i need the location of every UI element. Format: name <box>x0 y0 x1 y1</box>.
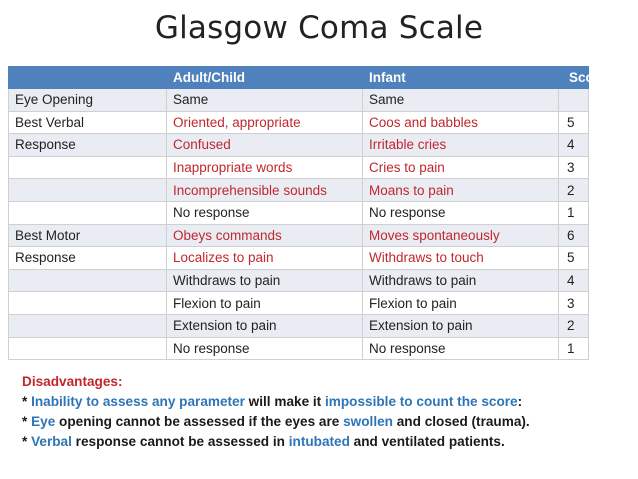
table-row <box>9 247 589 270</box>
table-row <box>9 269 589 292</box>
row-adult-response: Extension to pain <box>167 314 363 337</box>
row-score: 5 <box>559 247 589 270</box>
table-row <box>9 156 589 179</box>
row-adult-response: Oriented, appropriate <box>167 111 363 134</box>
row-adult-response: Incomprehensible sounds <box>167 179 363 202</box>
row-infant-response: No response <box>363 201 559 224</box>
row-category <box>9 201 167 224</box>
note-text: will make it <box>244 394 325 409</box>
table-row <box>9 224 589 247</box>
row-infant-response: Flexion to pain <box>363 292 559 315</box>
header-score: Score <box>559 67 589 89</box>
table-body <box>9 89 589 360</box>
row-adult-response: No response <box>167 337 363 360</box>
row-adult-response: Same <box>167 89 363 112</box>
row-score: 1 <box>559 337 589 360</box>
row-category <box>9 292 167 315</box>
row-category: Response <box>9 134 167 157</box>
table-row <box>9 134 589 157</box>
row-infant-response: Withdraws to touch <box>363 247 559 270</box>
note-highlight: swollen <box>343 414 393 429</box>
row-adult-response: Flexion to pain <box>167 292 363 315</box>
note-highlight: impossible to count the score <box>325 394 518 409</box>
row-adult-response: No response <box>167 201 363 224</box>
row-infant-response: Moans to pain <box>363 179 559 202</box>
row-score: 5 <box>559 111 589 134</box>
row-adult-response: Localizes to pain <box>167 247 363 270</box>
row-category: Response <box>9 247 167 270</box>
table-row <box>9 89 589 112</box>
row-adult-response: Obeys commands <box>167 224 363 247</box>
table-row <box>9 314 589 337</box>
row-infant-response: No response <box>363 337 559 360</box>
table-row <box>9 292 589 315</box>
note-bullet: * <box>22 414 32 429</box>
row-infant-response: Coos and babbles <box>363 111 559 134</box>
row-infant-response: Same <box>363 89 559 112</box>
header-adult-child: Adult/Child <box>167 67 363 89</box>
row-adult-response: Inappropriate words <box>167 156 363 179</box>
header-category <box>9 67 167 89</box>
row-infant-response: Withdraws to pain <box>363 269 559 292</box>
note-text: and closed (trauma). <box>392 414 530 429</box>
row-score <box>559 89 589 112</box>
row-infant-response: Irritable cries <box>363 134 559 157</box>
row-score: 1 <box>559 201 589 224</box>
row-category: Eye Opening <box>9 89 167 112</box>
row-score: 3 <box>559 292 589 315</box>
row-score: 4 <box>559 134 589 157</box>
disadvantages-notes <box>22 372 530 452</box>
row-score: 2 <box>559 314 589 337</box>
note-text: and ventilated patients. <box>349 434 505 449</box>
table-row <box>9 201 589 224</box>
note-line-2 <box>22 412 530 432</box>
row-score: 2 <box>559 179 589 202</box>
row-category <box>9 156 167 179</box>
table-header-row <box>9 67 589 89</box>
note-highlight: Eye <box>31 414 56 429</box>
page-title: Glasgow Coma Scale <box>154 10 484 46</box>
row-infant-response: Cries to pain <box>363 156 559 179</box>
row-category <box>9 179 167 202</box>
notes-heading: Disadvantages: <box>22 374 123 389</box>
row-score: 4 <box>559 269 589 292</box>
note-highlight: Verbal <box>31 434 72 449</box>
glasgow-coma-scale-table <box>8 66 607 360</box>
row-category: Best Motor <box>9 224 167 247</box>
note-highlight: Inability to assess any parameter <box>31 394 245 409</box>
row-category <box>9 269 167 292</box>
note-text: opening cannot be assessed if the eyes are <box>55 414 344 429</box>
note-bullet: * <box>22 434 32 449</box>
row-category <box>9 314 167 337</box>
row-score: 3 <box>559 156 589 179</box>
row-adult-response: Confused <box>167 134 363 157</box>
note-text: response cannot be assessed in <box>71 434 289 449</box>
note-line-3 <box>22 432 530 452</box>
row-adult-response: Withdraws to pain <box>167 269 363 292</box>
header-infant: Infant <box>363 67 559 89</box>
row-infant-response: Moves spontaneously <box>363 224 559 247</box>
note-highlight: intubated <box>288 434 350 449</box>
note-bullet: * <box>22 394 32 409</box>
row-score: 6 <box>559 224 589 247</box>
note-text: : <box>517 394 523 409</box>
table-row <box>9 179 589 202</box>
row-category: Best Verbal <box>9 111 167 134</box>
row-category <box>9 337 167 360</box>
note-line-1 <box>22 392 530 412</box>
table-row <box>9 337 589 360</box>
row-infant-response: Extension to pain <box>363 314 559 337</box>
table-row <box>9 111 589 134</box>
